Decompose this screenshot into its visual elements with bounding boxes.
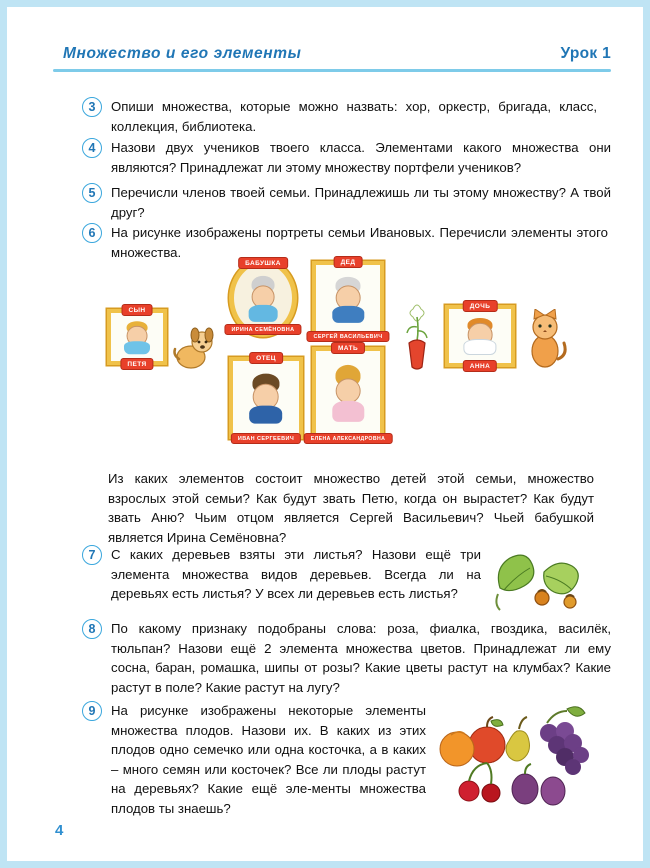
leaves-illustration: [484, 542, 596, 614]
portrait-role-son: СЫН: [122, 304, 153, 316]
head-icon: [335, 379, 360, 404]
torso-icon: [250, 405, 283, 424]
task-text-7: С каких деревьев взяты эти листья? Назови ещё три элемента множества видов деревьев. Всегда ли на деревьях есть листья? У всех ли деревьев есть листья?: [111, 547, 481, 601]
torso-icon: [332, 401, 364, 422]
header-divider: [53, 69, 611, 72]
plum-icon: [512, 764, 538, 804]
portrait-grandmother: [229, 259, 297, 337]
dog-icon: [171, 325, 217, 371]
page-number: 4: [55, 822, 64, 839]
task-text-8: По какому признаку подобраны слова: роза, фиалка, гвоздика, василёк, тюльпан? Назови ещё 2 элемента множества цветов. Принадлежат ли ему сосна, баран, ромашка, шипы от розы? Какие цветы растут на клумбах? Какие растут в поле? Какие растут на лугу?: [111, 621, 611, 695]
task-number-6: 6: [82, 223, 102, 243]
portrait-face-daughter: [461, 315, 499, 355]
portrait-name-grandmother: ИРИНА СЕМЁНОВНА: [224, 324, 301, 335]
portrait-face-son: [121, 318, 153, 354]
portrait-face-father: [246, 369, 287, 424]
torso-icon: [464, 339, 497, 355]
task-number-9: 9: [82, 701, 102, 721]
portrait-name-grandfather: СЕРГЕЙ ВАСИЛЬЕВИЧ: [306, 331, 389, 342]
apple-icon: [469, 717, 505, 763]
portrait-role-grandfather: ДЕД: [334, 256, 363, 268]
page-content: [7, 7, 643, 861]
lesson-label: Урок 1: [560, 45, 611, 62]
portrait-role-grandmother: БАБУШКА: [238, 257, 288, 269]
portrait-son: [107, 306, 167, 368]
vase-with-flowers-icon: [399, 303, 435, 371]
cat-icon: [523, 309, 569, 369]
portrait-role-father: ОТЕЦ: [249, 352, 283, 364]
portrait-name-daughter: АННА: [463, 360, 497, 372]
task-number-5: 5: [82, 183, 102, 203]
family-portraits-figure: [79, 247, 579, 462]
page-title: Множество и его элементы: [63, 45, 302, 62]
cherries-icon: [459, 763, 500, 802]
plum-icon: [541, 777, 565, 805]
portrait-face-grandmother: [245, 271, 281, 321]
portrait-mother: [310, 344, 386, 442]
task-text-6: На рисунке изображены портреты семьи Ивановых. Перечисли элементы этого множества.: [111, 225, 608, 260]
portrait-name-mother: ЕЛЕНА АЛЕКСАНДРОВНА: [304, 433, 393, 444]
torso-icon: [124, 342, 150, 354]
orange-icon: [440, 732, 474, 766]
portrait-role-mother: МАТЬ: [331, 342, 365, 354]
portrait-face-mother: [328, 360, 368, 422]
portrait-name-son: ПЕТЯ: [120, 358, 153, 370]
pear-icon: [506, 717, 530, 761]
task-number-4: 4: [82, 138, 102, 158]
task-text-3: Опиши множества, которые можно назвать: хор, оркестр, бригада, класс, коллекция, библиотека.: [111, 99, 597, 134]
page-header: [53, 45, 611, 81]
portrait-name-father: ИВАН СЕРГЕЕВИЧ: [231, 433, 301, 444]
task-text-9: На рисунке изображены некоторые элементы множества плодов. Назови их. В каких из этих плодов одно семечко или одна косточка, а в каких – много семян или косточек? Все ли плоды растут на деревьях? Какие ещё эле-менты множества плодов ты знаешь?: [111, 703, 426, 816]
task-text-5: Перечисли членов твоей семьи. Принадлежишь ли ты этому множеству? А твой друг?: [111, 185, 611, 220]
task-number-3: 3: [82, 97, 102, 117]
portrait-father: [229, 354, 303, 442]
task-number-7: 7: [82, 545, 102, 565]
family-caption: Из каких элементов состоит множество детей этой семьи, множество взрослых этой семьи? Как будут звать Петю, когда он вырастет? Как будут звать Аню? Чьим отцом является Сергей Васильевич? Чьей бабушкой является Ирина Семёновна?: [108, 471, 594, 545]
torso-icon: [332, 306, 364, 323]
grapes-icon: [540, 707, 589, 775]
torso-icon: [249, 305, 278, 322]
task-number-8: 8: [82, 619, 102, 639]
task-text-4: Назови двух учеников твоего класса. Элементами какого множества они являются? Принадлежат ли этому множеству портфели учеников?: [111, 140, 611, 175]
portrait-daughter: [445, 302, 515, 370]
portrait-face-grandfather: [328, 272, 368, 322]
portrait-role-daughter: ДОЧЬ: [463, 300, 498, 312]
portrait-grandfather: [312, 258, 384, 340]
fruits-illustration: [421, 697, 597, 809]
